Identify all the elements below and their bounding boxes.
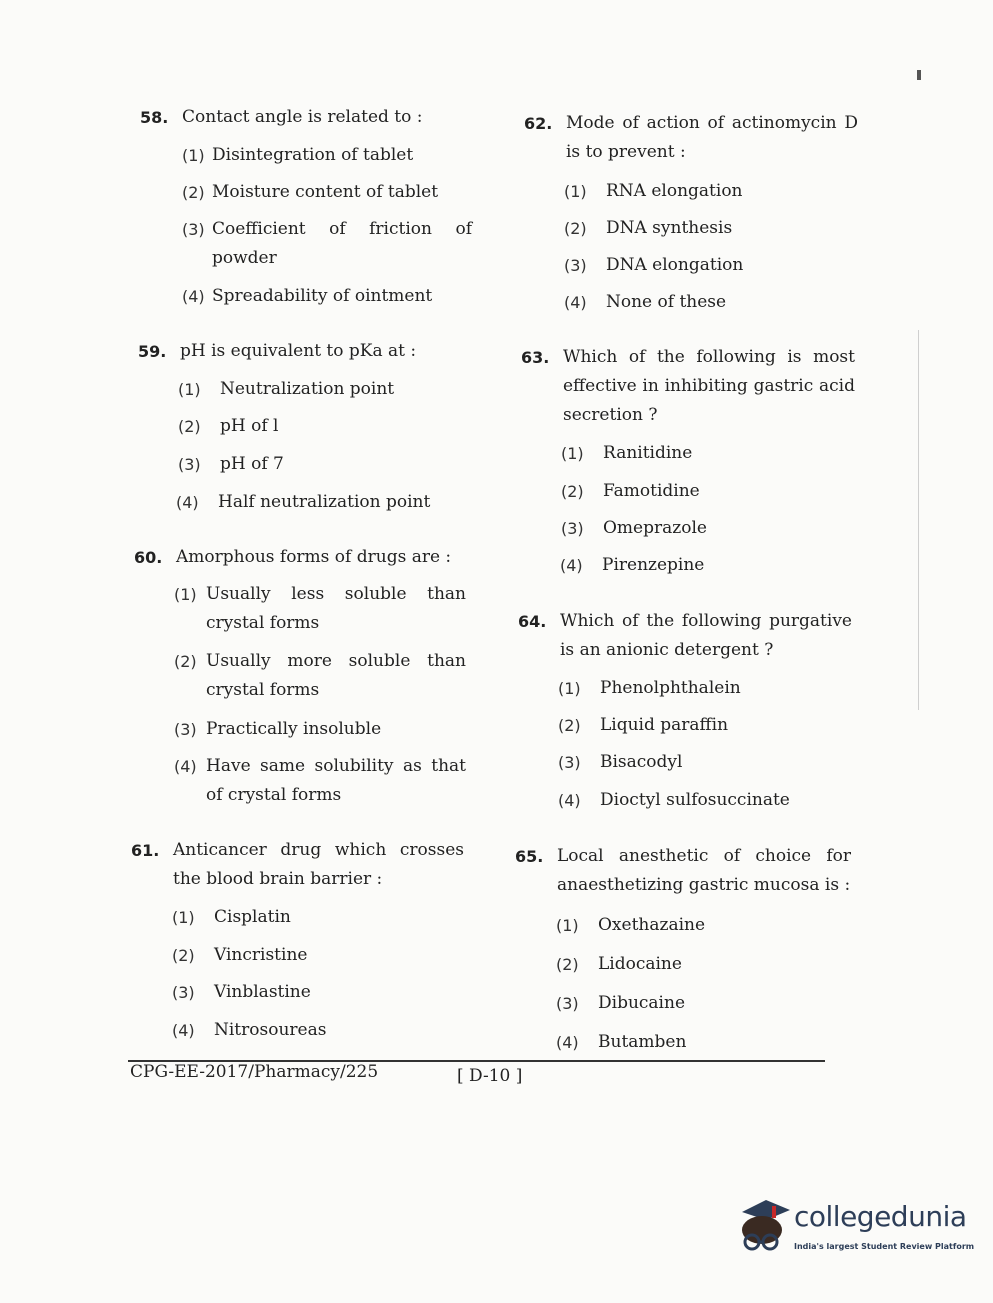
option-number: (1) (174, 585, 197, 604)
option-text: Ranitidine (603, 443, 693, 463)
option (174, 715, 466, 744)
option (558, 674, 848, 703)
option (564, 288, 854, 317)
option-text: pH of 7 (220, 454, 284, 474)
option-number: (1) (561, 444, 584, 463)
question-65 (515, 842, 851, 900)
option-number: (2) (556, 955, 579, 974)
option-text: DNA synthesis (606, 218, 733, 238)
option-text: Usually less soluble than crystal forms (206, 584, 466, 633)
question-64 (518, 607, 852, 665)
option-number: (2) (172, 946, 195, 965)
question-number: 65. (515, 847, 544, 866)
question-number: 58. (140, 108, 169, 127)
option-number: (3) (556, 994, 579, 1013)
question-text: Mode of action of actinomycin D is to prevent : (566, 113, 858, 162)
option-number: (4) (558, 791, 581, 810)
option-number: (1) (178, 380, 201, 399)
option (182, 282, 466, 311)
option-text: Cisplatin (214, 907, 291, 927)
option-text: Moisture content of tablet (212, 182, 439, 202)
option-text: Omeprazole (603, 518, 707, 538)
option (564, 214, 854, 243)
option (174, 752, 466, 810)
option-text: Practically insoluble (206, 719, 382, 739)
question-text: pH is equivalent to pKa at : (180, 341, 417, 361)
option (558, 786, 848, 815)
option-text: Dibucaine (598, 993, 686, 1013)
option-number: (1) (182, 146, 205, 165)
option-number: (1) (172, 908, 195, 927)
scan-mark (917, 70, 921, 80)
option (178, 375, 466, 404)
question-60 (134, 543, 464, 572)
option-number: (3) (564, 256, 587, 275)
collegedunia-logo (736, 1196, 975, 1260)
option (556, 1028, 846, 1057)
option (182, 215, 472, 273)
option-number: (2) (174, 652, 197, 671)
option-text: None of these (606, 292, 727, 312)
question-58 (140, 103, 466, 132)
option-text: Pirenzepine (602, 555, 705, 575)
option-text: Have same solubility as that of crystal forms (206, 756, 466, 805)
option (558, 748, 848, 777)
question-text: Local anesthetic of choice for anaesthetizing gastric mucosa is : (557, 846, 851, 895)
option (561, 514, 851, 543)
option-number: (2) (564, 219, 587, 238)
option-number: (4) (174, 757, 197, 776)
option-number: (1) (556, 916, 579, 935)
question-text: Contact angle is related to : (182, 107, 423, 127)
option-text: Bisacodyl (600, 752, 683, 772)
option-text: Usually more soluble than crystal forms (206, 651, 466, 700)
question-number: 59. (138, 342, 167, 361)
question-59 (138, 337, 464, 366)
option-number: (4) (176, 493, 199, 512)
question-61 (131, 836, 464, 894)
option (561, 477, 851, 506)
option (178, 450, 466, 479)
option-text: Phenolphthalein (600, 678, 741, 698)
option-text: Famotidine (603, 481, 700, 501)
question-63 (521, 343, 855, 430)
option-text: Half neutralization point (218, 492, 431, 512)
option-text: Disintegration of tablet (212, 145, 414, 165)
question-number: 64. (518, 612, 547, 631)
option-number: (2) (182, 183, 205, 202)
option-text: Dioctyl sulfosuccinate (600, 790, 790, 810)
option (172, 1016, 464, 1045)
option (182, 141, 466, 170)
option-number: (2) (561, 482, 584, 501)
option-text: Spreadability of ointment (212, 286, 433, 306)
paper-code: CPG-EE-2017/Pharmacy/225 (130, 1062, 379, 1082)
option-number: (1) (564, 182, 587, 201)
option-text: pH of l (220, 416, 279, 436)
option-text: DNA elongation (606, 255, 744, 275)
mascot-icon (736, 1196, 792, 1256)
option (556, 989, 846, 1018)
option-text: Lidocaine (598, 954, 682, 974)
option-text: Vinblastine (214, 982, 311, 1002)
option-number: (4) (556, 1033, 579, 1052)
option-text: Oxethazaine (598, 915, 706, 935)
option-number: (4) (560, 556, 583, 575)
option-text: RNA elongation (606, 181, 743, 201)
option-number: (4) (564, 293, 587, 312)
option-number: (2) (178, 417, 201, 436)
option (556, 950, 846, 979)
option (178, 412, 466, 441)
question-text: Amorphous forms of drugs are : (176, 547, 452, 567)
option (174, 580, 466, 638)
option-text: Liquid paraffin (600, 715, 729, 735)
question-number: 62. (524, 114, 553, 133)
question-62 (524, 109, 858, 167)
option (560, 551, 850, 580)
question-number: 61. (131, 841, 160, 860)
option-text: Vincristine (214, 945, 308, 965)
option-number: (2) (558, 716, 581, 735)
option (176, 488, 466, 517)
option (174, 647, 466, 705)
option-number: (3) (174, 720, 197, 739)
brand-tagline: India's largest Student Review Platform (794, 1242, 975, 1251)
option (172, 941, 464, 970)
option (556, 911, 846, 940)
option (172, 978, 464, 1007)
question-number: 63. (521, 348, 550, 367)
option (564, 177, 854, 206)
brand-name: collegedunia (794, 1200, 967, 1233)
question-text: Which of the following is most effective in inhibiting gastric acid secretion ? (563, 347, 855, 425)
question-text: Anticancer drug which crosses the blood brain barrier : (173, 840, 464, 889)
option-number: (4) (172, 1021, 195, 1040)
option (564, 251, 854, 280)
option-number: (3) (172, 983, 195, 1002)
option-text: Coefficient of friction of powder (212, 219, 472, 268)
page-number: [ D-10 ] (457, 1066, 523, 1086)
option-number: (1) (558, 679, 581, 698)
question-number: 60. (134, 548, 163, 567)
option-number: (4) (182, 287, 205, 306)
option-number: (3) (182, 220, 205, 239)
option-number: (3) (178, 455, 201, 474)
scan-edge-line (918, 330, 919, 710)
option (172, 903, 464, 932)
option-number: (3) (561, 519, 584, 538)
question-text: Which of the following purgative is an anionic detergent ? (560, 611, 852, 660)
option (561, 439, 851, 468)
option-text: Nitrosoureas (214, 1020, 327, 1040)
option (558, 711, 848, 740)
option (182, 178, 466, 207)
option-number: (3) (558, 753, 581, 772)
option-text: Butamben (598, 1032, 687, 1052)
option-text: Neutralization point (220, 379, 395, 399)
